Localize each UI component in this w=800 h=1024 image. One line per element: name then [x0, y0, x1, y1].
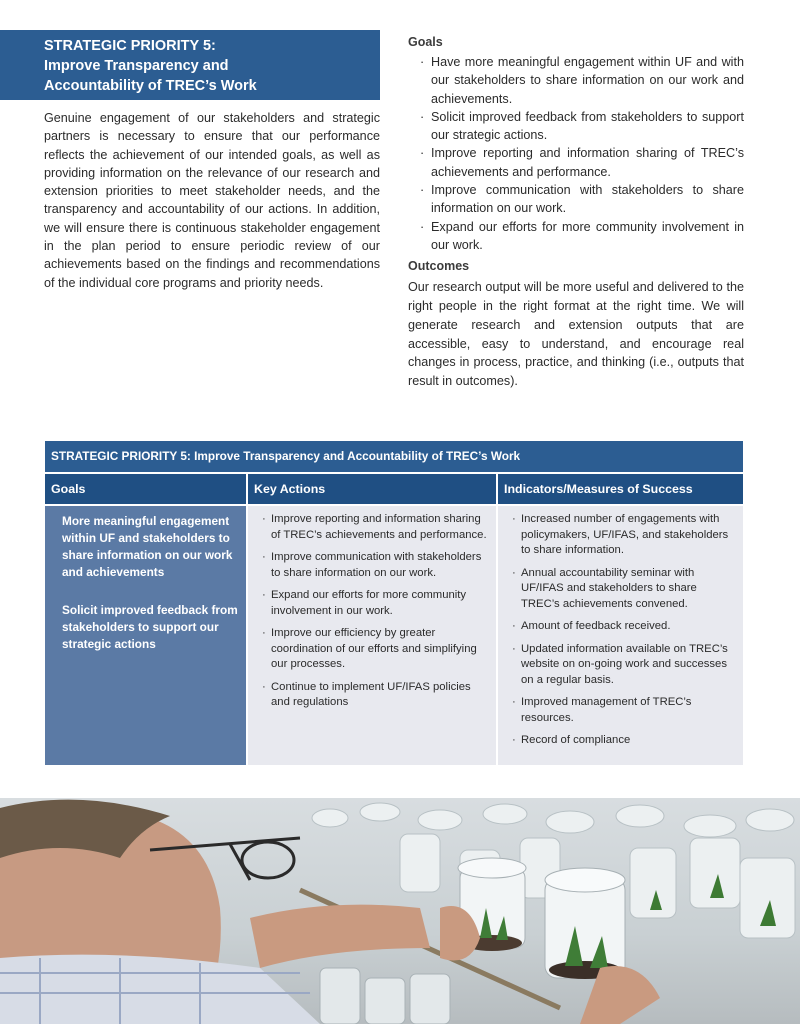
indicator-item: · Record of compliance	[512, 733, 735, 749]
header-goals: Goals	[45, 474, 246, 504]
right-column	[408, 34, 744, 391]
banner-line-2: Improve Transparency and	[44, 58, 229, 74]
header-key-actions: Key Actions	[248, 474, 496, 504]
goal-item: · Improve communication with stakeholders to share information on our work.	[420, 181, 744, 218]
header-indicators: Indicators/Measures of Success	[498, 474, 743, 504]
goals-heading: Goals	[408, 35, 443, 49]
banner-line-1: STRATEGIC PRIORITY 5:	[44, 38, 216, 54]
indicator-item: · Updated information available on TREC’s website on on-going work and successes on a regular basis.	[512, 642, 735, 689]
key-action-item: · Expand our efforts for more community involvement in our work.	[262, 588, 488, 619]
table-body-row	[45, 506, 743, 765]
key-action-item: · Improve our efficiency by greater coordination of our efforts and simplifying our processes.	[262, 626, 488, 673]
outcomes-paragraph: Our research output will be more useful and delivered to the right people in the right format at the right time. We will generate research and extension outputs that are accessible, easy to understand, and encourage real changes in process, practice, and thinking (i.e., outputs that result in outcomes).	[408, 280, 744, 389]
key-action-item: · Continue to implement UF/IFAS policies and regulations	[262, 680, 488, 711]
outcomes-heading: Outcomes	[408, 259, 470, 274]
key-action-item: · Improve communication with stakeholders to share information on our work.	[262, 550, 488, 581]
goals-list	[408, 53, 744, 254]
goal-item: · Have more meaningful engagement within UF and with our stakeholders to share information on our work and achievements.	[420, 53, 744, 108]
banner-line-3: Accountability of TREC’s Work	[44, 78, 257, 94]
intro-paragraph: Genuine engagement of our stakeholders and strategic partners is necessary to ensure that our performance reflects the achievement of our intended goals, as well as providing information on the relevance of our research and extension priorities to meet stakeholder needs, and the transparency and accountability of our actions. In addition, we will ensure there is continuous stakeholder engagement in the plan period to ensure periodic review of our achievements based on the findings and recommendations of the individual core programs and priority needs.	[44, 111, 380, 290]
indicator-item: · Annual accountability seminar with UF/IFAS and stakeholders to share TREC’s achievements convened.	[512, 566, 735, 613]
key-actions-cell	[248, 506, 496, 765]
lab-photo	[0, 798, 800, 1024]
table-title: STRATEGIC PRIORITY 5: Improve Transparency and Accountability of TREC’s Work	[45, 441, 743, 472]
goal-item: · Expand our efforts for more community involvement in our work.	[420, 218, 744, 255]
indicator-item: · Improved management of TREC’s resources.	[512, 695, 735, 726]
goals-cell	[45, 506, 246, 765]
table-goal: More meaningful engagement within UF and stakeholders to share information on our work and achievements	[62, 514, 233, 579]
indicators-cell	[498, 506, 743, 765]
section-banner	[0, 30, 380, 100]
indicator-item: · Amount of feedback received.	[512, 619, 735, 635]
lab-photo-illustration	[0, 798, 800, 1024]
table-goal: Solicit improved feedback from stakeholders to support our strategic actions	[62, 603, 238, 651]
goal-item: · Solicit improved feedback from stakeholders to support our strategic actions.	[420, 108, 744, 145]
priority-table	[45, 441, 743, 765]
goal-item: · Improve reporting and information sharing of TREC’s achievements and performance.	[420, 144, 744, 181]
table-header-row	[45, 474, 743, 504]
indicator-item: · Increased number of engagements with policymakers, UF/IFAS, and stakeholders to share information.	[512, 512, 735, 559]
key-action-item: · Improve reporting and information sharing of TREC’s achievements and performance.	[262, 512, 488, 543]
